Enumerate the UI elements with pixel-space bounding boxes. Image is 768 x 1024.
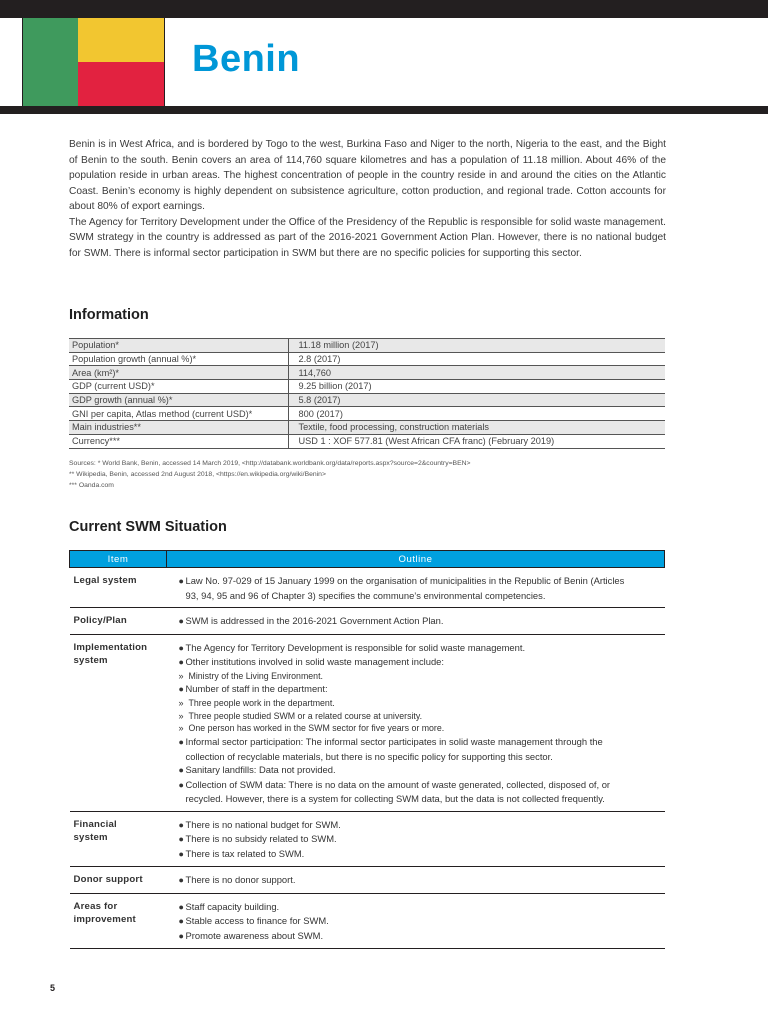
bullet-item: ● Stable access to finance for SWM. bbox=[179, 914, 662, 929]
bullet-item: ● Sanitary landfills: Data not provided. bbox=[179, 763, 662, 778]
table-row bbox=[69, 352, 665, 366]
bullet-continuation: recycled. However, there is a system for collecting SWM data, but the data is not collected frequently. bbox=[185, 793, 605, 805]
swm-heading: Current SWM Situation bbox=[69, 519, 227, 535]
source-line: ** Wikipedia, Benin, accessed 2nd August 2018, <https://en.wikipedia.org/wiki/Benin> bbox=[69, 471, 326, 478]
bullet-item: ● The Agency for Territory Development is responsible for solid waste management. bbox=[179, 641, 662, 656]
info-label: Main industries** bbox=[69, 421, 288, 435]
benin-flag bbox=[22, 18, 165, 107]
flag-green-band bbox=[23, 18, 78, 107]
info-label: Population* bbox=[69, 339, 288, 353]
row-content-financial-system bbox=[167, 811, 665, 867]
sub-item: » One person has worked in the SWM sector for five years or more. bbox=[178, 723, 445, 734]
bullet-icon: ● bbox=[178, 642, 184, 653]
table-header-row bbox=[70, 551, 665, 568]
bullet-continuation: 93, 94, 95 and 96 of Chapter 3) specifies the commune’s environmental competencies. bbox=[185, 589, 546, 601]
bullet-icon: ● bbox=[178, 765, 184, 776]
bullet-icon: ● bbox=[178, 576, 184, 586]
intro-paragraph-2: The Agency for Territory Development under the Office of the Presidency of the Republic is responsible for solid waste management. SWM strategy in the country is addressed as part of the 2016-2021 Government Action Plan. However, there is no national budget for SWM. There is informal sector participation in SWM but there are no specific policies for supporting this sector. bbox=[69, 216, 666, 259]
top-bar bbox=[0, 0, 768, 18]
info-value: 5.8 (2017) bbox=[288, 393, 665, 407]
table-row bbox=[70, 568, 665, 608]
info-label: Population growth (annual %)* bbox=[69, 352, 288, 366]
table-row bbox=[69, 421, 665, 435]
table-row bbox=[70, 867, 665, 894]
bullet-item: ● SWM is addressed in the 2016-2021 Government Action Plan. bbox=[179, 614, 662, 629]
table-row bbox=[69, 380, 665, 394]
bullet-icon: ● bbox=[178, 684, 184, 695]
info-value: USD 1 : XOF 577.81 (West African CFA franc) (February 2019) bbox=[288, 434, 665, 448]
info-value: 2.8 (2017) bbox=[288, 352, 665, 366]
info-value: 800 (2017) bbox=[288, 407, 665, 421]
bullet-item: ● There is tax related to SWM. bbox=[179, 847, 662, 862]
info-label: GNI per capita, Atlas method (current USD)* bbox=[69, 407, 288, 421]
information-table bbox=[69, 338, 665, 449]
sub-item: » Three people work in the department. bbox=[178, 697, 335, 708]
table-row bbox=[69, 434, 665, 448]
bullet-item: ● Number of staff in the department: bbox=[179, 682, 662, 697]
bullet-item: ● Staff capacity building. bbox=[179, 900, 662, 915]
bullet-icon: ● bbox=[178, 901, 184, 912]
info-label: Area (km²)* bbox=[69, 366, 288, 380]
info-value: 9.25 billion (2017) bbox=[288, 380, 665, 394]
bullet-icon: ● bbox=[178, 819, 184, 830]
row-label-policy-plan: Policy/Plan bbox=[70, 608, 167, 635]
sub-item: » Three people studied SWM or a related course at university. bbox=[178, 710, 423, 721]
table-row bbox=[70, 634, 665, 811]
table-row bbox=[69, 339, 665, 353]
bullet-item: ● Law No. 97-029 of 15 January 1999 on the organisation of municipalities in the Republic of Benin (Articles bbox=[179, 574, 662, 589]
bullet-icon: ● bbox=[178, 875, 184, 886]
info-value: Textile, food processing, construction materials bbox=[288, 421, 665, 435]
info-value: 114,760 bbox=[288, 366, 665, 380]
column-header-item: Item bbox=[70, 551, 167, 568]
bullet-continuation: collection of recyclable materials, but there is no specific policy for supporting this sector. bbox=[185, 750, 553, 762]
row-label-donor-support: Donor support bbox=[70, 867, 167, 894]
bullet-item: ● There is no subsidy related to SWM. bbox=[179, 832, 662, 847]
intro-text bbox=[69, 137, 666, 261]
sub-item: » Ministry of the Living Environment. bbox=[178, 670, 323, 681]
arrow-icon: » bbox=[178, 697, 184, 708]
info-label: GDP growth (annual %)* bbox=[69, 393, 288, 407]
bullet-icon: ● bbox=[178, 737, 184, 748]
table-row bbox=[69, 407, 665, 421]
info-value: 11.18 million (2017) bbox=[288, 339, 665, 353]
table-row bbox=[69, 393, 665, 407]
bullet-icon: ● bbox=[178, 779, 184, 790]
header-divider bbox=[0, 106, 768, 114]
bullet-item: ● Other institutions involved in solid waste management include: bbox=[179, 655, 662, 670]
bullet-icon: ● bbox=[178, 657, 184, 667]
swm-table bbox=[69, 550, 665, 949]
flag-yellow-band bbox=[78, 18, 164, 62]
table-row bbox=[70, 893, 665, 949]
page-number: 5 bbox=[50, 983, 56, 993]
bullet-icon: ● bbox=[178, 930, 184, 941]
arrow-icon: » bbox=[178, 710, 184, 721]
information-heading: Information bbox=[69, 307, 149, 323]
arrow-icon: » bbox=[178, 723, 184, 734]
bullet-icon: ● bbox=[178, 834, 184, 845]
source-line: *** Oanda.com bbox=[69, 482, 114, 489]
sources-footnote bbox=[69, 458, 471, 491]
table-row bbox=[70, 811, 665, 867]
table-row bbox=[69, 366, 665, 380]
row-label-implementation-system: Implementation system bbox=[70, 634, 167, 811]
row-label-legal-system: Legal system bbox=[70, 568, 167, 608]
flag-red-band bbox=[78, 62, 164, 107]
source-line: Sources: * World Bank, Benin, accessed 14 March 2019, <http://databank.worldbank.org/data/reports.aspx?source=2&country=BEN> bbox=[69, 460, 471, 467]
arrow-icon: » bbox=[178, 670, 184, 681]
row-content-policy-plan bbox=[167, 608, 665, 635]
bullet-icon: ● bbox=[178, 848, 184, 859]
bullet-icon: ● bbox=[178, 616, 184, 626]
row-label-financial-system: Financial system bbox=[70, 811, 167, 867]
bullet-item: ● Collection of SWM data: There is no data on the amount of waste generated, collected, disposed of, or bbox=[179, 778, 662, 793]
row-content-legal-system bbox=[167, 568, 665, 608]
page-title: Benin bbox=[192, 38, 301, 80]
bullet-item: ● Informal sector participation: The informal sector participates in solid waste management through the bbox=[179, 735, 662, 750]
bullet-item: ● Promote awareness about SWM. bbox=[179, 929, 662, 944]
row-content-implementation-system bbox=[167, 634, 665, 811]
row-content-areas-for-improvement bbox=[167, 893, 665, 949]
intro-paragraph-1: Benin is in West Africa, and is bordered by Togo to the west, Burkina Faso and Niger to the north, Nigeria to the east, and the Bight of Benin to the south. Benin covers an area of 114,760 square kilometres and has a population of 11.18 million. About 46% of the population reside in urban areas. The highest concentration of people in the country reside in and around the cities on the Atlantic Coast. Benin’s economy is highly dependent on subsistence agriculture, cotton production, and regional trade. Cotton accounts for about 80% of export earnings. bbox=[69, 139, 666, 212]
row-content-donor-support bbox=[167, 867, 665, 894]
info-label: Currency*** bbox=[69, 434, 288, 448]
info-label: GDP (current USD)* bbox=[69, 380, 288, 394]
table-row bbox=[70, 608, 665, 635]
row-label-areas-for-improvement: Areas for improvement bbox=[70, 893, 167, 949]
bullet-item: ● There is no national budget for SWM. bbox=[179, 818, 662, 833]
bullet-icon: ● bbox=[178, 916, 184, 927]
column-header-outline: Outline bbox=[167, 551, 665, 568]
bullet-item: ● There is no donor support. bbox=[179, 873, 662, 888]
